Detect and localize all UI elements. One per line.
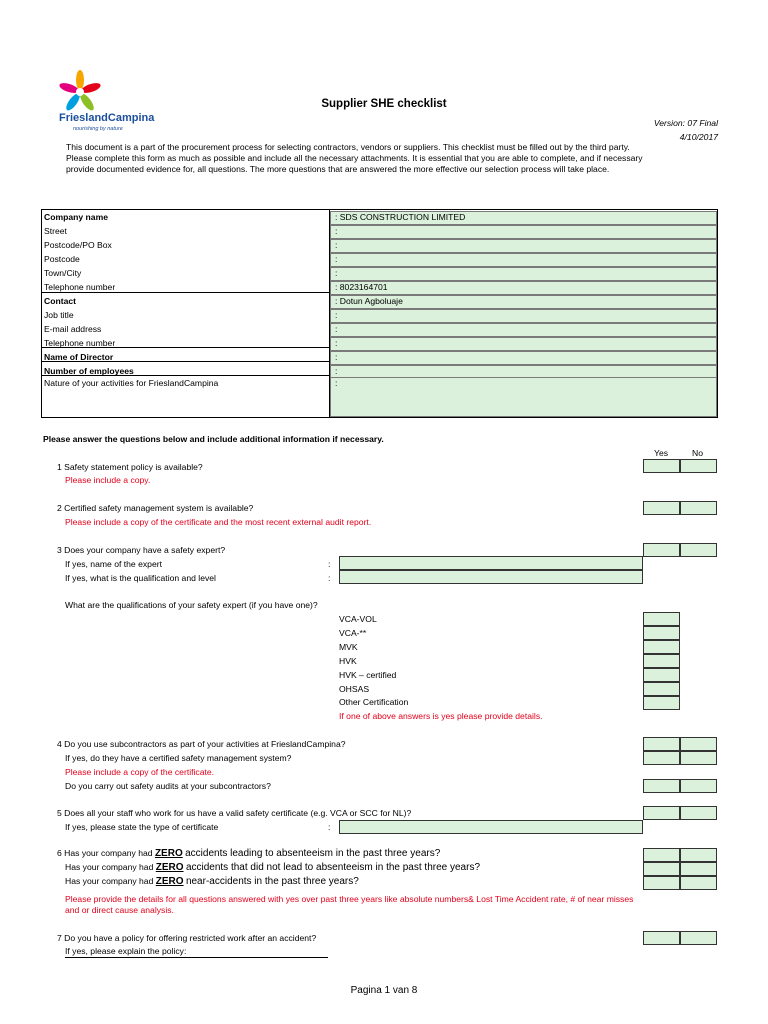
qual-mvk-box[interactable]: [643, 640, 680, 654]
po-box-field[interactable]: :: [330, 239, 717, 253]
question-1: 1 Safety statement policy is available?: [57, 462, 203, 472]
qual-ohsas: OHSAS: [339, 684, 370, 694]
logo-tagline: nourishing by nature: [73, 126, 123, 132]
question-4-note: Please include a copy of the certificate.: [65, 767, 215, 777]
company-details-table: [41, 209, 718, 418]
question-6c-text: near-accidents in the past three years?: [185, 876, 359, 887]
q3-yes-box[interactable]: [643, 543, 680, 557]
q5-yes-box[interactable]: [643, 806, 680, 820]
q7-yes-box[interactable]: [643, 931, 680, 945]
question-2: 2 Certified safety management system is available?: [57, 503, 254, 513]
q2-yes-box[interactable]: [643, 501, 680, 515]
question-6c: [65, 876, 359, 887]
qual-hvk-certified: HVK – certified: [339, 670, 397, 680]
question-7: 7 Do you have a policy for offering restricted work after an accident?: [57, 933, 317, 943]
question-5a: If yes, please state the type of certificate: [65, 822, 219, 832]
qual-other: Other Certification: [339, 697, 409, 707]
question-7a: If yes, please explain the policy:: [65, 946, 187, 956]
zero-emphasis: ZERO: [155, 876, 184, 887]
page-title: Supplier SHE checklist: [321, 98, 447, 110]
logo-text: FrieslandCampina: [59, 112, 155, 124]
label-town: Town/City: [44, 268, 82, 278]
instruction-text: Please answer the questions below and include additional information if necessary.: [43, 434, 384, 444]
question-6b: [65, 862, 480, 873]
question-4b: Do you carry out safety audits at your subcontractors?: [65, 781, 271, 791]
telephone-field[interactable]: : 8023164701: [330, 281, 717, 295]
underline-rule: [65, 957, 328, 958]
label-contact-telephone: Telephone number: [44, 338, 116, 348]
q4-yes-box[interactable]: [643, 737, 680, 751]
question-6a: [57, 848, 440, 859]
question-4: 4 Do you use subcontractors as part of your activities at FrieslandCampina?: [57, 739, 346, 749]
colon: :: [328, 822, 331, 832]
q7-no-box[interactable]: [680, 931, 717, 945]
q4b-no-box[interactable]: [680, 779, 717, 793]
q1-no-box[interactable]: [680, 459, 717, 473]
colon: :: [328, 573, 331, 583]
q6c-yes-box[interactable]: [643, 876, 680, 890]
zero-emphasis: ZERO: [155, 862, 184, 873]
q6c-no-box[interactable]: [680, 876, 717, 890]
qual-ohsas-box[interactable]: [643, 682, 680, 696]
question-3a: If yes, name of the expert: [65, 559, 162, 569]
zero-emphasis: ZERO: [154, 848, 183, 859]
director-field[interactable]: :: [330, 351, 717, 365]
email-field[interactable]: :: [330, 323, 717, 337]
question-3-note: If one of above answers is yes please provide details.: [339, 711, 543, 721]
q6b-yes-box[interactable]: [643, 862, 680, 876]
question-6-prefix: 6 Has your company had: [57, 848, 153, 858]
qual-vca-star-box[interactable]: [643, 626, 680, 640]
label-company-name: Company name: [44, 212, 108, 222]
label-telephone: Telephone number: [44, 282, 116, 292]
job-title-field[interactable]: :: [330, 309, 717, 323]
qual-vca-vol: VCA-VOL: [339, 614, 377, 624]
yes-header: Yes: [654, 448, 669, 458]
q5-no-box[interactable]: [680, 806, 717, 820]
question-3b: If yes, what is the qualification and level: [65, 573, 216, 583]
q6b-no-box[interactable]: [680, 862, 717, 876]
label-postcode: Postcode: [44, 254, 80, 264]
q4a-yes-box[interactable]: [643, 751, 680, 765]
no-header: No: [692, 448, 703, 458]
q2-no-box[interactable]: [680, 501, 717, 515]
version-info: [654, 116, 718, 144]
row-divider: [42, 292, 329, 293]
question-4a: If yes, do they have a certified safety management system?: [65, 753, 292, 763]
question-3: 3 Does your company have a safety expert?: [57, 545, 226, 555]
certificate-type-field[interactable]: [339, 820, 643, 834]
qual-vca-vol-box[interactable]: [643, 612, 680, 626]
qual-other-box[interactable]: [643, 696, 680, 710]
question-5: 5 Does all your staff who work for us have a valid safety certificate (e.g. VCA or SCC for NL)?: [57, 808, 412, 818]
question-6b-text: accidents that did not lead to absenteeism in the past three years?: [185, 862, 481, 873]
label-contact: Contact: [44, 296, 76, 306]
question-1-note: Please include a copy.: [65, 475, 151, 485]
employees-field[interactable]: :: [330, 365, 717, 379]
activities-field[interactable]: :: [330, 377, 717, 417]
colon: :: [328, 559, 331, 569]
qual-hvk-box[interactable]: [643, 654, 680, 668]
question-2-note: Please include a copy of the certificate and the most recent external audit report.: [65, 517, 372, 527]
question-6-prefix: Has your company had: [65, 876, 154, 886]
label-street: Street: [44, 226, 67, 236]
qual-hvk-certified-box[interactable]: [643, 668, 680, 682]
qual-vca-star: VCA-**: [339, 628, 367, 638]
q4a-no-box[interactable]: [680, 751, 717, 765]
q1-yes-box[interactable]: [643, 459, 680, 473]
question-6a-text: accidents leading to absenteeism in the past three years?: [185, 848, 441, 859]
contact-field[interactable]: : Dotun Agboluaje: [330, 295, 717, 309]
q4b-yes-box[interactable]: [643, 779, 680, 793]
contact-telephone-field[interactable]: :: [330, 337, 717, 351]
town-field[interactable]: :: [330, 267, 717, 281]
expert-name-field[interactable]: [339, 556, 643, 570]
label-po-box: Postcode/PO Box: [44, 240, 112, 250]
label-job-title: Job title: [44, 310, 74, 320]
version-label: Version: 07 Final: [653, 118, 718, 128]
q4-no-box[interactable]: [680, 737, 717, 751]
version-date: 4/10/2017: [679, 132, 718, 142]
label-email: E-mail address: [44, 324, 102, 334]
street-field[interactable]: :: [330, 225, 717, 239]
q3-no-box[interactable]: [680, 543, 717, 557]
question-6-prefix: Has your company had: [65, 862, 154, 872]
question-6-note: Please provide the details for all questions answered with yes over past three years like absolute numbers& Lost Time Accident rate, # of near misses and or direct cause analysis.: [65, 894, 634, 915]
intro-text: This document is a part of the procurement process for selecting contractors, vendors or suppliers. This checklist must be filled out by the third party. Please complete this form as much as possible and include all the necessary attachments. It is essential that you are able to complete, and if necessary provide documented evidence for, all questions. The more questions that are answered the more effective our selection process will take place.: [66, 142, 643, 174]
question-3-qualifications: What are the qualifications of your safety expert (if you have one)?: [65, 600, 318, 610]
label-activities: Nature of your activities for FrieslandCampina: [44, 378, 219, 388]
label-director: Name of Director: [44, 352, 114, 362]
qual-hvk: HVK: [339, 656, 357, 666]
q6a-no-box[interactable]: [680, 848, 717, 862]
qual-mvk: MVK: [339, 642, 358, 652]
company-name-field[interactable]: : SDS CONSTRUCTION LIMITED: [330, 211, 717, 225]
page-number: Pagina 1 van 8: [350, 985, 418, 996]
postcode-field[interactable]: :: [330, 253, 717, 267]
expert-qualification-field[interactable]: [339, 570, 643, 584]
q6a-yes-box[interactable]: [643, 848, 680, 862]
label-employees: Number of employees: [44, 366, 134, 376]
